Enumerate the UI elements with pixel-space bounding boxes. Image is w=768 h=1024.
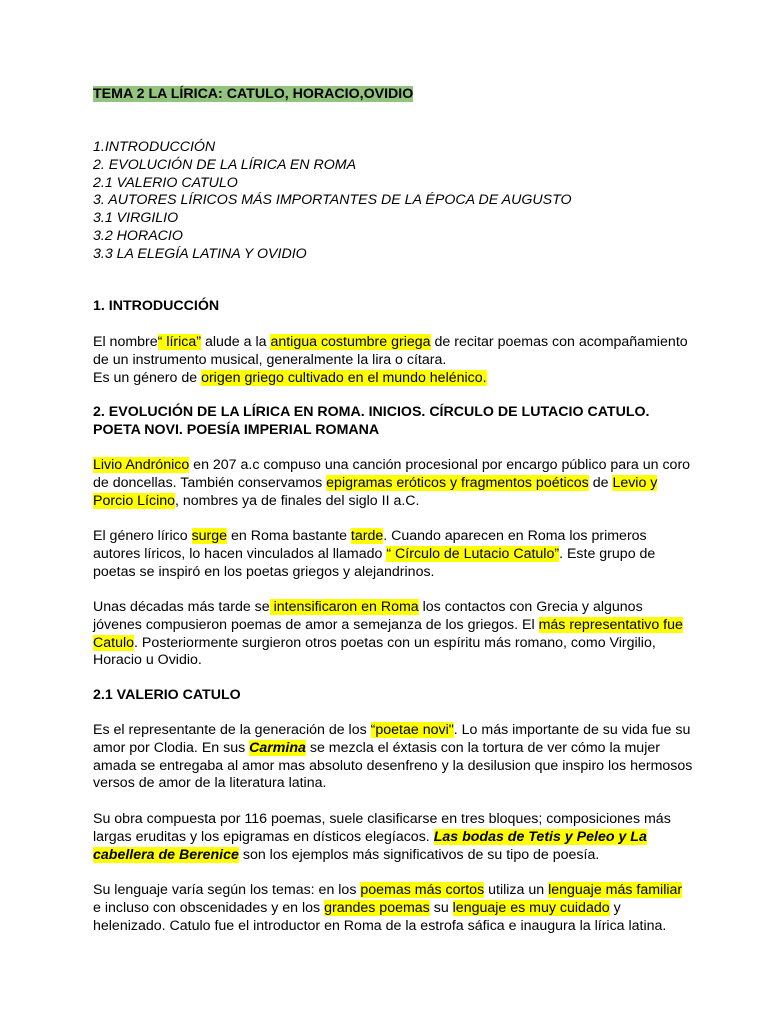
toc-item: 2. EVOLUCIÓN DE LA LÍRICA EN ROMA	[93, 156, 357, 173]
highlight: antigua costumbre griega	[270, 334, 431, 350]
toc-item: 2.1 VALERIO CATULO	[93, 174, 238, 191]
toc-item: 3.1 VIRGILIO	[93, 210, 179, 227]
toc-item: 1.INTRODUCCIÓN	[93, 139, 216, 155]
highlight: Carmina	[249, 739, 306, 756]
paragraph: Su obra compuesta por 116 poemas, suele clasificarse en tres bloques; composiciones más largas eruditas y los epigramas en dísticos elegíacos. Las bodas de Tetis y Peleo y La cabellera de Berenice son los ejemplos más significativos de su tipo de poesía.	[93, 811, 671, 863]
paragraph: El género lírico surge en Roma bastante tarde. Cuando aparecen en Roma los primeros autores líricos, lo hacen vinculados al llamado “ Círculo de Lutacio Catulo”. Este grupo de poetas se inspiró en los poetas griegos y alejandrinos.	[93, 528, 656, 580]
section-heading-introduccion: 1. INTRODUCCIÓN	[93, 298, 220, 314]
section-heading-evolucion: 2. EVOLUCIÓN DE LA LÍRICA EN ROMA. INICIOS. CÍRCULO DE LUTACIO CATULO. POETA NOVI. POESÍA IMPERIAL ROMANA	[93, 404, 650, 438]
highlight: lenguaje es muy cuidado	[452, 899, 610, 916]
highlight: Levio y Porcio Lícino	[93, 474, 658, 509]
document-title: TEMA 2 LA LÍRICA: CATULO, HORACIO,OVIDIO	[93, 86, 414, 102]
highlight: grandes poemas	[324, 899, 430, 916]
section-heading-valerio-catulo: 2.1 VALERIO CATULO	[93, 687, 241, 703]
highlight: surge	[191, 528, 228, 544]
highlight: “ lírica”	[157, 334, 202, 350]
highlight: origen griego cultivado en el mundo helénico.	[201, 369, 487, 386]
paragraph: Unas décadas más tarde se intensificaron en Roma los contactos con Grecia y algunos jóvenes compusieron poemas de amor a semejanza de los griegos. El más representativo fue Catulo. Posteriormente surgieron otros poetas con un espíritu más romano, como Virgilio, Horacio u Ovidio.	[93, 599, 683, 669]
toc-item: 3.2 HORACIO	[93, 227, 183, 244]
paragraph: Su lenguaje varía según los temas: en los poemas más cortos utiliza un lenguaje más familiar e incluso con obscenidades y en los grandes poemas su lenguaje es muy cuidado y helenizado. Catulo fue el introductor en Roma de la estrofa sáfica e inaugura la lírica latina.	[93, 882, 683, 934]
paragraph: Livio Andrónico en 207 a.c compuso una canción procesional por encargo público para un coro de doncellas. También conservamos epigramas eróticos y fragmentos poéticos de Levio y Porcio Lícino, nombres ya de finales del siglo II a.C.	[93, 457, 691, 509]
paragraph: El nombre“ lírica” alude a la antigua costumbre griega de recitar poemas con acompañamiento de un instrumento musical, generalmente la lira o cítara. Es un género de origen griego cultivado en el mundo helénico.	[93, 334, 688, 386]
highlight: epigramas eróticos y fragmentos poéticos	[326, 474, 589, 491]
highlight: tarde	[350, 528, 384, 544]
toc-item: 3. AUTORES LÍRICOS MÁS IMPORTANTES DE LA ÉPOCA DE AUGUSTO	[93, 192, 572, 209]
highlight: poemas más cortos	[360, 882, 485, 898]
highlight: “poetae novi"	[370, 722, 454, 738]
highlight: intensificaron en Roma	[269, 599, 419, 615]
highlight: “ Círculo de Lutacio Catulo”	[386, 545, 560, 562]
table-of-contents	[93, 139, 693, 264]
paragraph: Es el representante de la generación de los “poetae novi". Lo más importante de su vida fue su amor por Clodia. En sus Carmina se mezcla el éxtasis con la tortura de ver cómo la mujer amada se entregaba al amor mas absoluto desenfreno y la desilusion que inspiro los hermosos versos de amor de la literatura latina.	[93, 722, 693, 792]
toc-item: 3.3 LA ELEGÍA LATINA Y OVIDIO	[93, 245, 307, 262]
highlight: Las bodas de Tetis y Peleo y La cabellera de Berenice	[93, 828, 647, 863]
highlight: lenguaje más familiar	[548, 882, 683, 898]
highlight: Livio Andrónico	[93, 457, 190, 473]
highlight: más representativo fue Catulo	[93, 616, 683, 651]
